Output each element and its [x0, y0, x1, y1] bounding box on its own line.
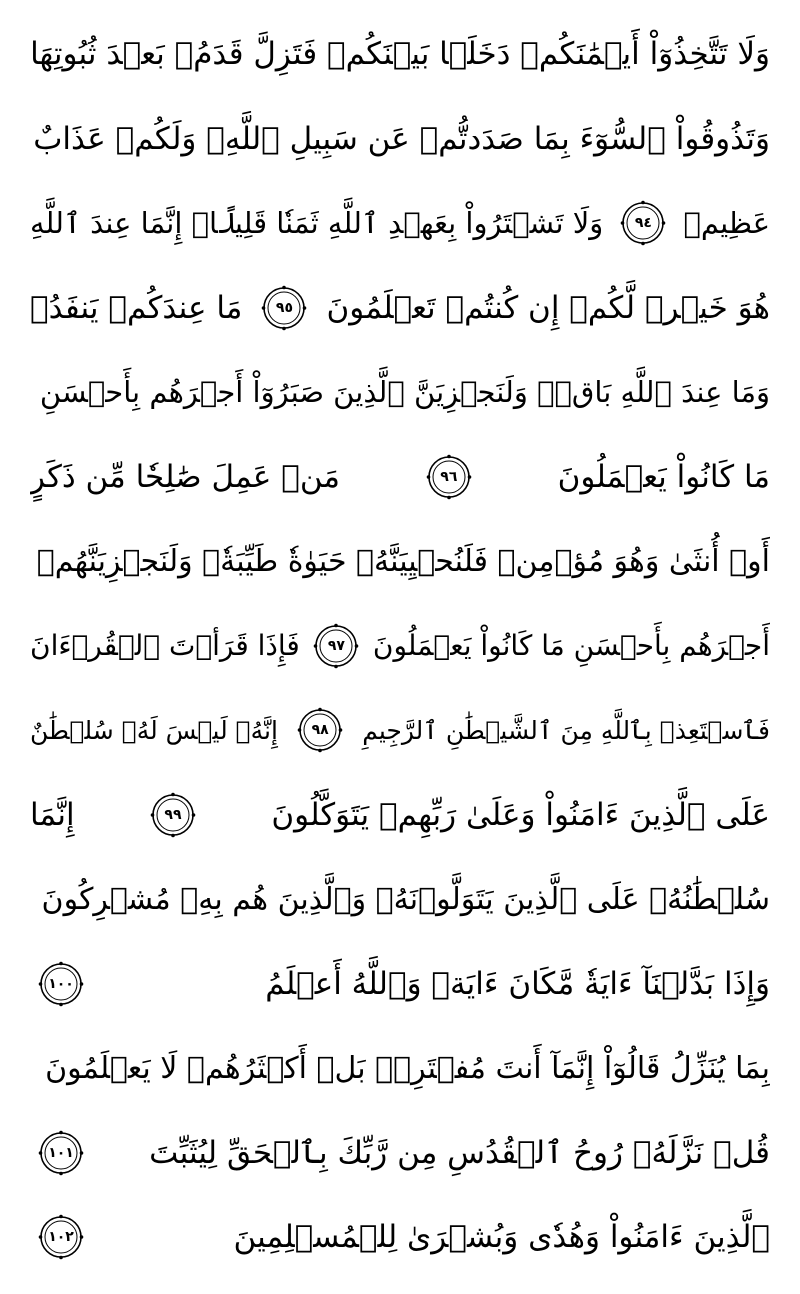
ayah-number-marker	[38, 961, 84, 1007]
text-line-10	[30, 773, 770, 858]
verse-text: عَلَى ٱلَّذِينَ ءَامَنُواْ وَعَلَىٰ رَبِّهِمۡ يَتَوَكَّلُونَ	[271, 796, 770, 833]
verse-text: وَلَا تَتَّخِذُوٓاْ أَيۡمَٰنَكُمۡ دَخَلَۢا بَيۡنَكُمۡ فَتَزِلَّ قَدَمُۢ بَعۡدَ ثُبُوتِهَا	[30, 36, 770, 73]
text-line-5	[30, 350, 770, 435]
text-line-9	[30, 688, 770, 773]
ayah-number: ٩٦	[440, 468, 458, 485]
ayah-number: ١٠٢	[48, 1229, 74, 1246]
verse-text: قُلۡ نَزَّلَهُۥ رُوحُ ٱلۡقُدُسِ مِن رَّبِّكَ بِٱلۡحَقِّ لِيُثَبِّتَ	[149, 1134, 770, 1171]
verse-text: مَا عِندَكُمۡ يَنفَدُۖ	[30, 289, 243, 326]
ayah-number: ٩٩	[164, 806, 182, 823]
text-line-15	[30, 1195, 770, 1280]
ayah-number: ٩٧	[327, 637, 345, 654]
ayah-number-marker	[426, 454, 472, 500]
ayah-number-marker	[38, 1130, 84, 1176]
text-line-3	[30, 181, 770, 266]
verse-text: مَنۡ عَمِلَ صَٰلِحٗا مِّن ذَكَرٍ	[30, 458, 341, 495]
ayah-number: ٩٤	[634, 215, 652, 232]
verse-text: إِنَّمَا	[30, 796, 75, 833]
text-line-6	[30, 435, 770, 520]
verse-text: وَمَا عِندَ ٱللَّهِ بَاقٖۗ وَلَنَجۡزِيَنَّ ٱلَّذِينَ صَبَرُوٓاْ أَجۡرَهُم بِأَحۡسَنِ	[39, 375, 770, 410]
verse-text: إِنَّهُۥ لَيۡسَ لَهُۥ سُلۡطَٰنٌ	[30, 715, 278, 745]
ayah-number: ٩٥	[275, 299, 293, 316]
verse-text: فَٱسۡتَعِذۡ بِٱللَّهِ مِنَ ٱلشَّيۡطَٰنِ ٱلرَّجِيمِ	[362, 715, 770, 745]
text-line-12	[30, 942, 770, 1027]
ayah-number-marker	[313, 623, 359, 669]
verse-text: فَإِذَا قَرَأۡتَ ٱلۡقُرۡءَانَ	[30, 629, 300, 663]
verse-text: ٱلَّذِينَ ءَامَنُواْ وَهُدٗى وَبُشۡرَىٰ لِلۡمُسۡلِمِينَ	[233, 1219, 770, 1256]
verse-text: أَجۡرَهُم بِأَحۡسَنِ مَا كَانُواْ يَعۡمَلُونَ	[372, 629, 770, 663]
ayah-number-marker	[38, 1214, 84, 1260]
ayah-number-marker	[620, 200, 666, 246]
verse-text: وَتَذُوقُواْ ٱلسُّوٓءَ بِمَا صَدَدتُّمۡ عَن سَبِيلِ ٱللَّهِۖ وَلَكُمۡ عَذَابٌ	[33, 120, 770, 157]
verse-text: هُوَ خَيۡرٞ لَّكُمۡ إِن كُنتُمۡ تَعۡلَمُونَ	[326, 289, 770, 326]
text-line-1	[30, 12, 770, 97]
verse-text: وَلَا تَشۡتَرُواْ بِعَهۡدِ ٱللَّهِ ثَمَنٗا قَلِيلًاۚ إِنَّمَا عِندَ ٱللَّهِ	[30, 206, 604, 241]
ayah-number: ١٠١	[48, 1144, 74, 1161]
ayah-number-marker	[261, 285, 307, 331]
text-line-11	[30, 857, 770, 942]
text-line-8	[30, 604, 770, 689]
text-line-14	[30, 1111, 770, 1196]
text-line-2	[30, 97, 770, 182]
text-line-7	[30, 519, 770, 604]
ayah-number: ٩٨	[311, 722, 329, 739]
text-line-13	[30, 1026, 770, 1111]
verse-text: عَظِيمٞ	[683, 206, 770, 241]
verse-text: أَوۡ أُنثَىٰ وَهُوَ مُؤۡمِنٞ فَلَنُحۡيِيَنَّهُۥ حَيَوٰةٗ طَيِّبَةٗۖ وَلَنَجۡزِيَنَّهُمۡ	[36, 543, 770, 579]
verse-text: وَإِذَا بَدَّلۡنَآ ءَايَةٗ مَّكَانَ ءَايَةٖ وَٱللَّهُ أَعۡلَمُ	[265, 965, 770, 1002]
ayah-number-marker	[150, 792, 196, 838]
verse-text: سُلۡطَٰنُهُۥ عَلَى ٱلَّذِينَ يَتَوَلَّوۡنَهُۥ وَٱلَّذِينَ هُم بِهِۦ مُشۡرِكُونَ	[41, 881, 770, 917]
text-line-4	[30, 266, 770, 351]
verse-text: بِمَا يُنَزِّلُ قَالُوٓاْ إِنَّمَآ أَنتَ مُفۡتَرِۭۚ بَلۡ أَكۡثَرُهُمۡ لَا يَعۡلَمُونَ	[45, 1050, 770, 1086]
ayah-number: ١٠٠	[48, 975, 74, 992]
ayah-number-marker	[297, 707, 343, 753]
verse-text: مَا كَانُواْ يَعۡمَلُونَ	[557, 458, 770, 495]
